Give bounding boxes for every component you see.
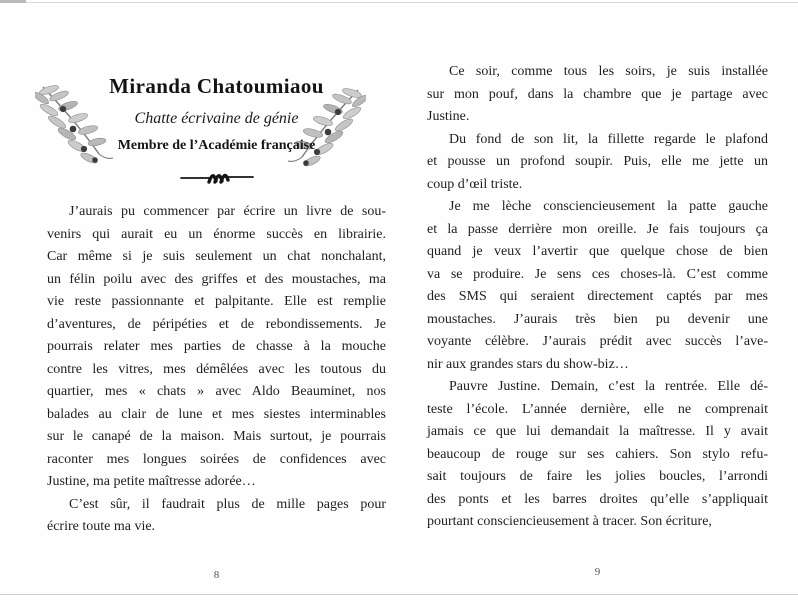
- text-line: d’aventures, de péripéties et de rebondissements. Je: [47, 316, 386, 332]
- text-line: va se produire. Je sens ces choses-là. C’est comme: [427, 266, 768, 282]
- left-page: [47, 0, 386, 601]
- text-line: voyante célèbre. J’aurais prédit avec succès l’ave-: [427, 334, 768, 349]
- text-line: contre les vitres, mes démêlées avec les toutous du: [47, 361, 386, 377]
- page-number-left: 8: [213, 569, 220, 581]
- text-line: J’aurais pu commencer par écrire un livre de sou-: [69, 204, 386, 219]
- text-line: des SMS qui seraient directement captés par mes: [427, 289, 768, 304]
- page-number-right: 9: [594, 566, 601, 578]
- text-line: quand je veux l’avertir que quelque chose de bien: [427, 244, 768, 259]
- author-name: Miranda Chatoumiaou: [109, 74, 324, 98]
- text-line: coup d’œil triste.: [427, 176, 523, 192]
- text-line: nir aux grandes stars du show-biz…: [427, 356, 629, 372]
- text-line: sait toujours de faire les jolies boucles, l’arrondi: [427, 469, 768, 484]
- section-divider-icon: [179, 166, 255, 188]
- text-line: Je me lèche consciencieusement la patte gauche: [449, 199, 768, 214]
- text-line: moustaches. J’aurais très bien pu devenir une: [427, 311, 768, 327]
- scan-corner-mark: [0, 0, 26, 3]
- text-line: Justine.: [427, 109, 470, 124]
- text-line: balades au clair de lune et mes siestes interminables: [47, 406, 386, 422]
- text-line: Car même si je suis seulement un chat nonchalant,: [47, 249, 386, 264]
- text-line: et pousse un profond soupir. Puis, elle me jette un: [427, 154, 768, 169]
- author-subtitle: Chatte écrivaine de génie: [134, 110, 299, 127]
- text-line: Ce soir, comme tous les soirs, je suis installée: [449, 64, 768, 79]
- text-line: écrire toute ma vie.: [47, 519, 156, 534]
- text-line: vie reste passionnante et palpitante. Elle est remplie: [47, 294, 386, 309]
- text-line: venirs qui aurait eu un énorme succès en librairie.: [47, 226, 386, 242]
- right-page: [427, 0, 768, 601]
- text-line: jamais ce que lui demandait la maîtresse. Il y avait: [427, 424, 768, 439]
- text-line: sur le canapé de la maison. Mais surtout, je pourrais: [47, 429, 386, 444]
- left-page-text: [47, 201, 386, 539]
- chapter-header: [47, 0, 386, 200]
- text-line: teste l’école. L’année dernière, elle ne comprenait: [427, 401, 768, 417]
- text-line: Pauvre Justine. Demain, c’est la rentrée. Elle dé-: [449, 379, 768, 394]
- author-affiliation: Membre de l’Académie française: [117, 138, 316, 153]
- text-line: sur mon pouf, dans la chambre que je partage avec: [427, 86, 768, 102]
- right-page-text: [427, 61, 768, 534]
- text-line: raconter mes longues soirées de confidences avec: [47, 451, 386, 467]
- text-line: Du fond de son lit, la fillette regarde le plafond: [449, 131, 768, 147]
- text-line: et la passe derrière mon oreille. Je fais toujours ça: [427, 221, 768, 237]
- text-line: pourrais relater mes parties de chasse à la mouche: [47, 339, 386, 354]
- text-line: C’est sûr, il faudrait plus de mille pages pour: [69, 496, 386, 512]
- text-line: un félin poilu avec des griffes et des moustaches, ma: [47, 271, 386, 287]
- text-line: quartier, mes « chats » avec Aldo Beauminet, nos: [47, 384, 386, 399]
- text-line: Justine, ma petite maîtresse adorée…: [47, 474, 256, 489]
- text-line: beaucoup de rouge sur ses cahiers. Son stylo refu-: [427, 446, 768, 462]
- text-line: des ponts et les barres droites qu’elle s’appliquait: [427, 491, 768, 507]
- text-line: pourtant consciencieusement à tracer. Son écriture,: [427, 514, 712, 529]
